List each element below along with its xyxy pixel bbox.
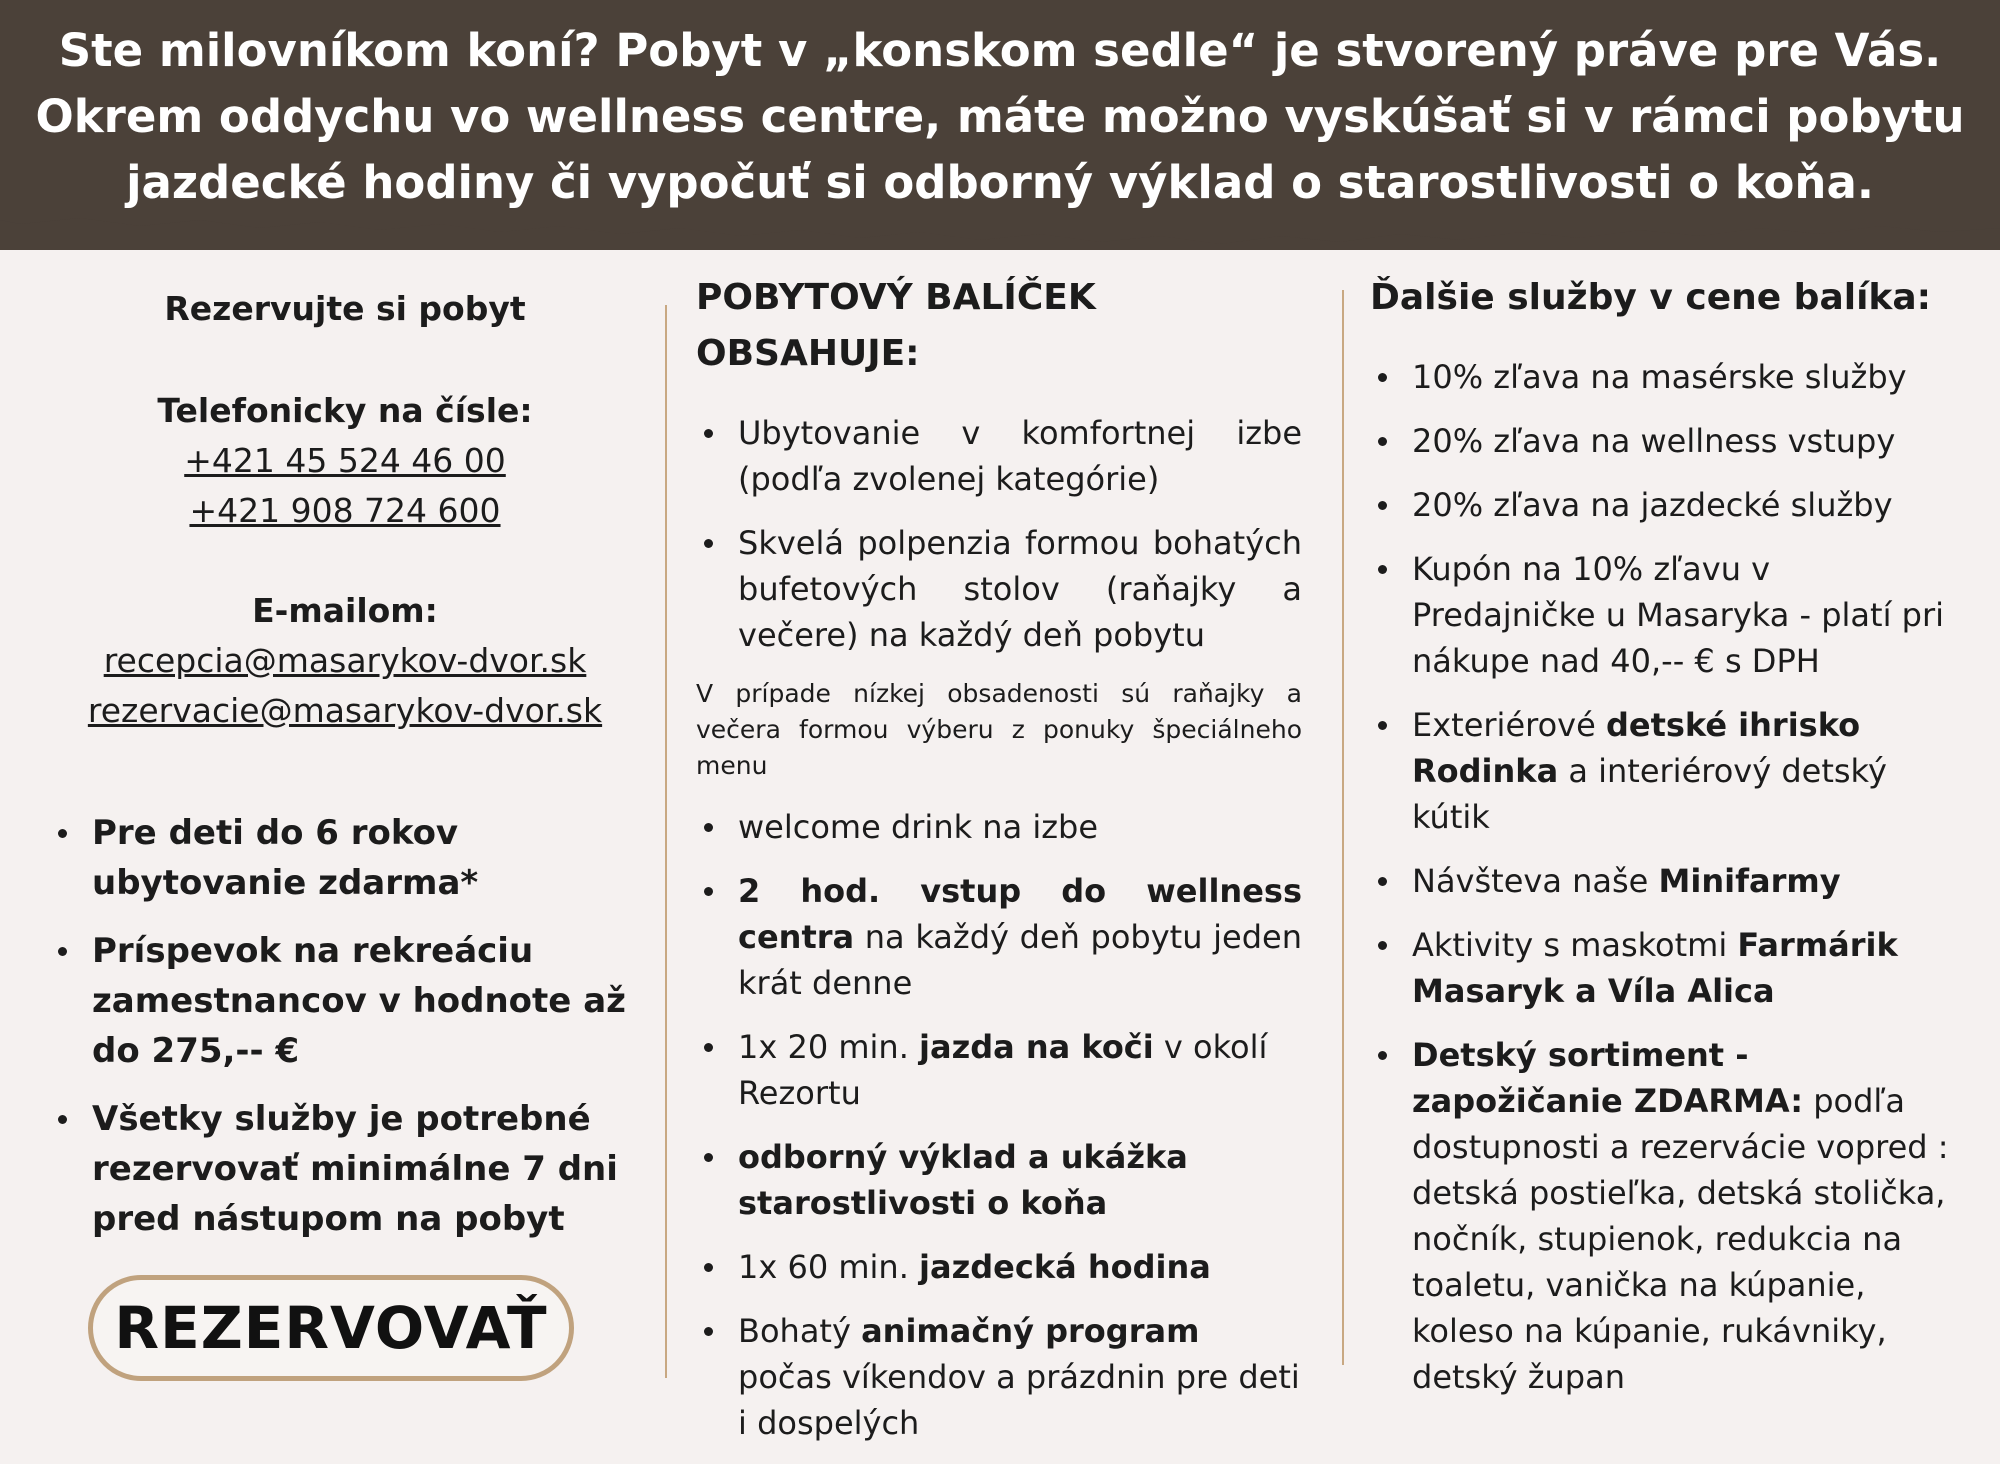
list-item: Pre deti do 6 rokov ubytovanie zdarma* xyxy=(50,808,640,908)
conditions-list xyxy=(50,808,640,1244)
list-item: 20% zľava na wellness vstupy xyxy=(1370,418,1960,464)
column-divider xyxy=(665,305,667,1378)
list-item: Príspevok na rekreáciu zamestnancov v hodnote až do 275,-- € xyxy=(50,926,640,1076)
list-item: Detský sortiment - zapožičanie ZDARMA: podľa dostupnosti a rezervácie vopred : detská postieľka, detská stolička, nočník, stupienok, redukcia na toaletu, vanička na kúpanie, koleso na kúpanie, rukávniky, detský župan xyxy=(1370,1032,1960,1400)
list-item: Všetky služby je potrebné rezervovať minimálne 7 dni pred nástupom na pobyt xyxy=(50,1094,640,1244)
list-item: welcome drink na izbe xyxy=(696,804,1302,850)
list-item: Aktivity s maskotmi Farmárik Masaryk a Víla Alica xyxy=(1370,922,1960,1014)
email-link[interactable]: recepcia@masarykov-dvor.sk xyxy=(103,641,587,680)
list-item: odborný výklad a ukážka starostlivosti o koňa xyxy=(696,1134,1302,1226)
list-item: Bohatý animačný program počas víkendov a prázdnin pre deti i dospelých xyxy=(696,1308,1302,1446)
board-note: V prípade nízkej obsadenosti sú raňajky a večera formou výberu z ponuky špeciálneho menu xyxy=(696,679,1302,780)
package-list xyxy=(696,804,1302,1446)
list-item: Ubytovanie v komfortnej izbe (podľa zvolenej kategórie) xyxy=(696,410,1302,502)
package-column xyxy=(696,270,1302,1464)
header-text: Ste milovníkom koní? Pobyt v „konskom sedle“ je stvorený práve pre Vás. Okrem oddychu vo wellness centre, máte možno vyskúšať si v rámci pobytu jazdecké hodiny či vypočuť si odborný výklad o starostlivosti o koňa. xyxy=(35,24,1965,209)
phone-link[interactable]: +421 908 724 600 xyxy=(189,491,501,530)
services-heading: Ďalšie služby v cene balíka: xyxy=(1370,277,1932,318)
list-item: 10% zľava na masérske služby xyxy=(1370,354,1960,400)
list-item: Návšteva naše Minifarmy xyxy=(1370,858,1960,904)
reserve-button[interactable]: REZERVOVAŤ xyxy=(88,1275,574,1381)
list-item: Kupón na 10% zľavu v Predajničke u Masaryka - platí pri nákupe nad 40,-- € s DPH xyxy=(1370,546,1960,684)
list-item: Exteriérové detské ihrisko Rodinka a interiérový detský kútik xyxy=(1370,702,1960,840)
list-item: 1x 60 min. jazdecká hodina xyxy=(696,1244,1302,1290)
email-label: E-mailom: xyxy=(252,591,438,630)
services-list xyxy=(1370,354,1960,1400)
list-item: 20% zľava na jazdecké služby xyxy=(1370,482,1960,528)
phone-link[interactable]: +421 45 524 46 00 xyxy=(184,441,506,480)
column-divider xyxy=(1342,290,1344,1365)
list-item: Skvelá polpenzia formou bohatých bufetových stolov (raňajky a večere) na každý deň pobytu xyxy=(696,520,1302,658)
phone-label: Telefonicky na čísle: xyxy=(157,391,533,430)
package-list xyxy=(696,410,1302,658)
package-heading: POBYTOVÝ BALÍČEK OBSAHUJE: xyxy=(696,277,1096,374)
email-link[interactable]: rezervacie@masarykov-dvor.sk xyxy=(87,691,603,730)
services-column xyxy=(1370,270,1960,1418)
list-item: 1x 20 min. jazda na koči v okolí Rezortu xyxy=(696,1024,1302,1116)
contact-column xyxy=(50,270,640,1262)
contact-title: Rezervujte si pobyt xyxy=(164,289,526,328)
list-item: 2 hod. vstup do wellness centra na každý deň pobytu jeden krát denne xyxy=(696,868,1302,1006)
